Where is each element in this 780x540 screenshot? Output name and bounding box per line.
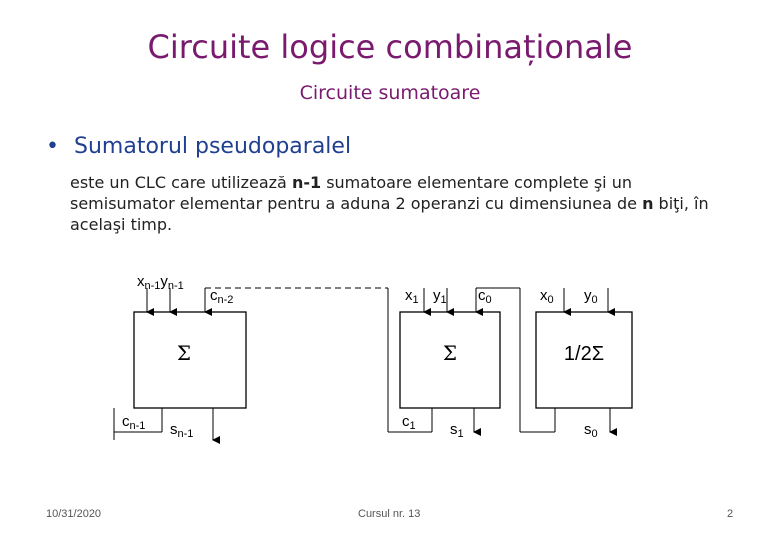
label-y0: $y_0$ (584, 287, 598, 306)
slide-title: Circuite logice combinaționale (147, 28, 633, 66)
label-c1: $c_1$ (402, 413, 416, 432)
label-x0: $x_0$ (540, 287, 554, 306)
label-c0: $c_0$ (478, 287, 492, 306)
label-y1: $y_1$ (433, 287, 447, 306)
label-x1: $x_1$ (405, 287, 419, 306)
description-bold1: n-1 (291, 173, 322, 192)
block-1-symbol: Σ (442, 341, 458, 365)
label-s-n1: $s_{n-1}$ (170, 421, 194, 440)
footer-date: 10/31/2020 (46, 508, 102, 520)
block-n1-symbol: Σ (176, 341, 192, 365)
description-part1: este un CLC care utilizează (70, 173, 292, 192)
footer-page-number: 2 (727, 508, 734, 520)
description-part3: biţi, în acelaşi timp. (70, 194, 709, 234)
slide-subtitle: Circuite sumatoare (299, 82, 481, 104)
label-c-n1: $c_{n-1}$ (122, 413, 146, 432)
block-0-symbol: 1/2Σ (563, 343, 605, 365)
label-s0: $s_0$ (584, 421, 598, 440)
footer-course: Cursul nr. 13 (358, 508, 421, 520)
label-c-n2: $c_{n-2}$ (210, 287, 234, 306)
description-part2: sumatoare elementare complete şi un semisumator elementar pentru a aduna 2 operanzi cu dimensiunea de (70, 173, 643, 213)
bullet-dot-icon: • (46, 134, 59, 159)
label-x-n1: $x_{n-1}y_{n-1}$ (137, 273, 184, 292)
bullet-label: Sumatorul pseudoparalel (74, 134, 352, 159)
label-s1: $s_1$ (450, 421, 464, 440)
description-bold2: n (642, 194, 654, 213)
